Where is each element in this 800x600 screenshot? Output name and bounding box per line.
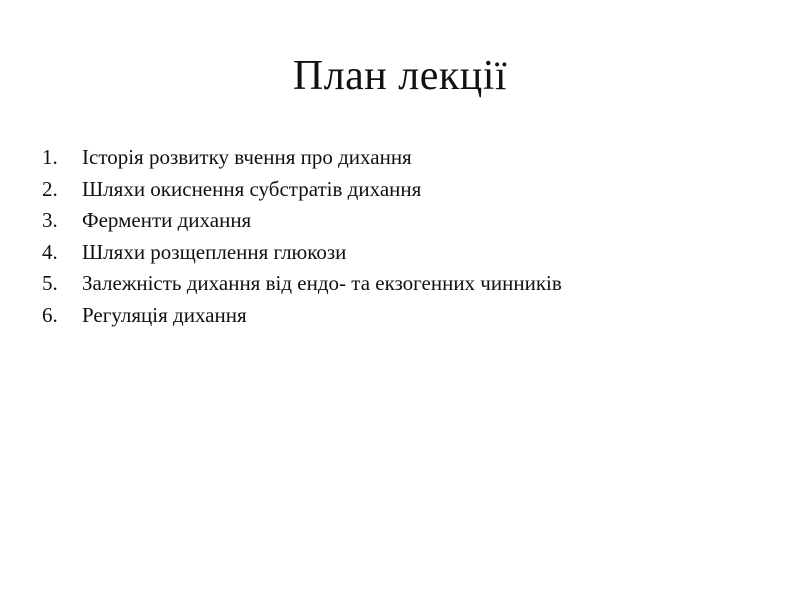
slide-title: План лекції: [292, 53, 508, 99]
list-item-text: Шляхи окиснення субстратів дихання: [82, 176, 422, 201]
list-item-number: 4.: [42, 239, 58, 264]
list-item-text: Ферменти дихання: [82, 208, 252, 232]
lecture-outline-list: [42, 142, 782, 331]
list-item: [42, 300, 782, 332]
list-item: [42, 174, 782, 206]
list-item-number: 2.: [42, 176, 58, 201]
list-item-number: 1.: [42, 145, 58, 169]
list-item-text: Історія розвитку вчення про дихання: [82, 145, 412, 169]
list-item-number: 6.: [42, 302, 58, 327]
list-item: [42, 268, 782, 300]
list-item-text: Залежність дихання від ендо- та екзогенних чинників: [82, 271, 562, 295]
list-item: [42, 237, 782, 269]
list-item: [42, 142, 782, 174]
list-item-text: Шляхи розщеплення глюкози: [82, 239, 347, 264]
list-item: [42, 205, 782, 237]
list-item-number: 3.: [42, 208, 58, 232]
list-item-text: Регуляція дихання: [82, 302, 247, 327]
list-item-number: 5.: [42, 271, 58, 295]
